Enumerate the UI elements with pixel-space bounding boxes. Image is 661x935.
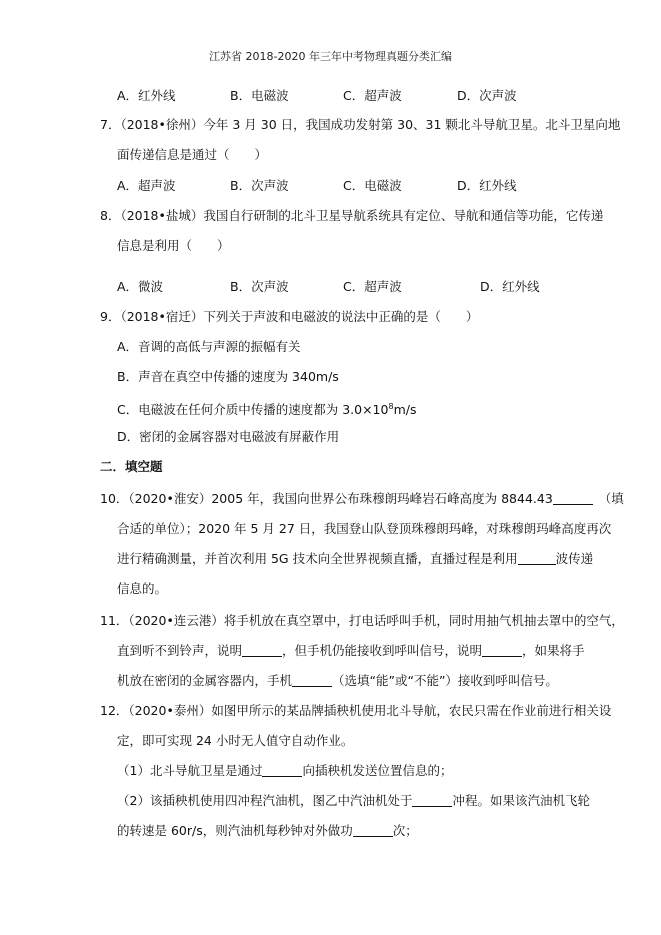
q7-stem-line1: 7．（2018•徐州）今年 3 月 30 日，我国成功发射第 30、31 颗北斗导航卫星。北斗卫星向地 — [100, 117, 621, 132]
answer-blank — [412, 794, 452, 807]
q9-option-d: D．密闭的金属容器对电磁波有屏蔽作用 — [117, 429, 340, 444]
q12-line1: 12．（2020•泰州）如图甲所示的某品牌插秧机使用北斗导航，农民只需在作业前进行相关设 — [100, 703, 612, 718]
q12-sub1-tail: 向插秧机发送位置信息的； — [302, 763, 453, 778]
q7-option-d: D．红外线 — [457, 178, 517, 193]
answer-blank — [292, 674, 332, 687]
q11-line1: 11．（2020•连云港）将手机放在真空罩中，打电话呼叫手机，同时用抽气机抽去罩中的空气， — [100, 613, 624, 628]
page-header: 江苏省 2018-2020 年三年中考物理真题分类汇编 — [209, 50, 452, 63]
q12-sub2 — [117, 793, 590, 809]
q6-option-d: D．次声波 — [457, 88, 517, 103]
q12-sub2-text: （2）该插秧机使用四冲程汽油机，图乙中汽油机处于 — [117, 793, 413, 808]
q9-option-a: A．音调的高低与声源的振幅有关 — [117, 339, 301, 354]
q8-option-b: B．次声波 — [230, 279, 289, 294]
q10-line1-tail: （填 — [598, 491, 624, 506]
q12-line2: 定，即可实现 24 小时无人值守自动作业。 — [117, 733, 354, 748]
q9-option-c-text: C．电磁波在任何介质中传播的速度都为 3.0×10 — [117, 402, 389, 418]
q10-line3-tail: 波传递 — [555, 551, 594, 566]
q11-line2 — [117, 643, 585, 659]
q8-option-d: D．红外线 — [480, 279, 540, 294]
answer-blank — [353, 824, 393, 837]
q12-sub3 — [117, 823, 418, 839]
answer-blank — [482, 644, 522, 657]
q10-line3-text: 进行精确测量，并首次利用 5G 技术向全世界视频直播，直播过程是利用 — [117, 551, 518, 566]
q8-stem-line2: 信息是利用（ ） — [117, 238, 230, 253]
q7-option-a: A．超声波 — [117, 178, 176, 193]
answer-blank — [553, 492, 593, 505]
q6-option-b: B．电磁波 — [230, 88, 289, 103]
q7-option-c: C．电磁波 — [343, 178, 402, 193]
answer-blank — [262, 764, 302, 777]
q9-stem: 9．（2018•宿迁）下列关于声波和电磁波的说法中正确的是（ ） — [100, 309, 479, 324]
q12-sub1 — [117, 763, 452, 779]
q10-line2: 合适的单位）；2020 年 5 月 27 日，我国登山队登顶珠穆朗玛峰，对珠穆朗玛峰高度再次 — [117, 521, 612, 536]
q7-option-b: B．次声波 — [230, 178, 289, 193]
q7-stem-line2: 面传递信息是通过（ ） — [117, 147, 268, 162]
q12-sub2-tail: 冲程。如果该汽油机飞轮 — [452, 793, 590, 808]
q6-option-c: C．超声波 — [343, 88, 402, 103]
q8-option-c: C．超声波 — [343, 279, 402, 294]
q11-line3 — [117, 673, 558, 689]
q12-sub3-text: 的转速是 60r/s，则汽油机每秒钟对外做功 — [117, 823, 353, 838]
q10-line1 — [100, 491, 624, 507]
q8-stem-line1: 8．（2018•盐城）我国自行研制的北斗卫星导航系统具有定位、导航和通信等功能，它传递 — [100, 208, 604, 223]
answer-blank — [242, 644, 282, 657]
q6-option-a: A．红外线 — [117, 88, 176, 103]
q9-option-c — [117, 399, 416, 418]
q12-sub1-text: （1）北斗导航卫星是通过 — [117, 763, 263, 778]
q11-line2-mid: ，但手机仍能接收到呼叫信号，说明 — [282, 643, 483, 658]
q10-line3 — [117, 551, 593, 567]
q11-line2-tail: ，如果将手 — [522, 643, 585, 658]
q10-line4: 信息的。 — [117, 581, 168, 596]
section-title: 二．填空题 — [100, 459, 163, 474]
q11-line3-text: 机放在密闭的金属容器内，手机 — [117, 673, 293, 688]
q11-line2-text: 直到听不到铃声，说明 — [117, 643, 243, 658]
q9-option-c-exponent: 8 — [388, 402, 394, 411]
q9-option-c-unit: m/s — [393, 402, 417, 418]
q12-sub3-tail: 次； — [392, 823, 418, 838]
q10-line1-text: 10．（2020•淮安）2005 年，我国向世界公布珠穆朗玛峰岩石峰高度为 8844.43 — [100, 491, 553, 506]
q9-option-b: B．声音在真空中传播的速度为 340m/s — [117, 369, 339, 384]
q8-option-a: A．微波 — [117, 279, 164, 294]
q11-line3-tail: （选填“能”或“不能”）接收到呼叫信号。 — [332, 673, 558, 688]
answer-blank — [518, 552, 556, 565]
